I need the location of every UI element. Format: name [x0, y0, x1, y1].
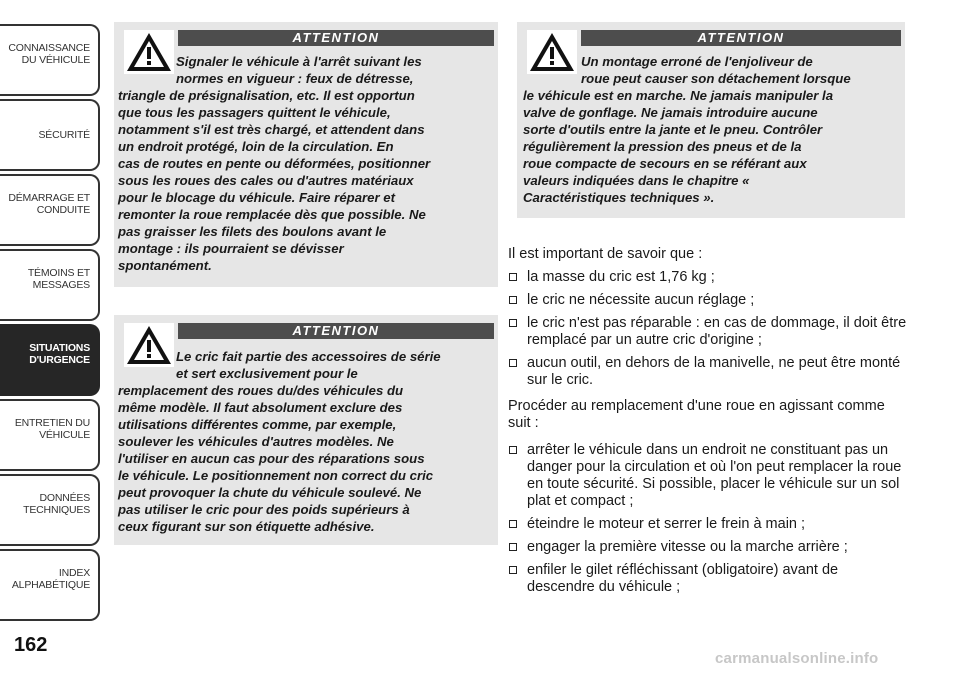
warning-line: spontanément.: [118, 258, 212, 273]
steps-list: [508, 442, 908, 596]
checkbox-bullet-icon: [509, 446, 517, 454]
warning-line: roue peut causer son détachement lorsque: [581, 71, 851, 86]
warning-line: utilisations différentes comme, par exemple,: [118, 417, 397, 432]
warning-line: remonter la roue remplacée dès que possible. Ne: [118, 207, 426, 222]
intro-text: Il est important de savoir que :: [508, 246, 703, 262]
tab-temoins-messages[interactable]: [0, 249, 100, 321]
tab-label: INDEX ALPHABÉTIQUE: [11, 567, 90, 591]
warning-line: Un montage erroné de l'enjoliveur de: [581, 54, 813, 69]
tab-label: CONNAISSANCE DU VÉHICULE: [8, 42, 90, 66]
warning-line: pas graisser les filets des boulons avant le: [118, 224, 387, 239]
tab-label: ENTRETIEN DU VÉHICULE: [14, 417, 90, 441]
procedure-intro: Procéder au remplacement d'une roue en agissant comme suit :: [508, 398, 885, 431]
tab-index-alphabetique[interactable]: [0, 549, 100, 621]
warning-line: même modèle. Il faut absolument exclure des: [118, 400, 403, 415]
tab-label: TÉMOINS ET MESSAGES: [27, 267, 90, 291]
warning-line: normes en vigueur : feux de détresse,: [176, 71, 414, 86]
warning-line: sorte d'outils entre la jante et le pneu. Contrôler: [523, 122, 823, 137]
tab-situations-urgence[interactable]: [0, 324, 100, 396]
warning-line: notamment s'il est très chargé, et attendent dans: [118, 122, 425, 137]
watermark: carmanualsonline.info: [715, 650, 879, 667]
list-item: enfiler le gilet réfléchissant (obligatoire) avant de descendre du véhicule ;: [508, 562, 908, 596]
warning-line: peut provoquer la chute du véhicule soulevé. Ne: [118, 485, 422, 500]
list-item: la masse du cric est 1,76 kg ;: [508, 269, 908, 286]
warning-box-cric: [114, 315, 498, 545]
tab-label: SÉCURITÉ: [38, 129, 90, 141]
list-item: arrêter le véhicule dans un endroit ne constituant pas un danger pour la circulation et où l'on peut remplacer la roue en toute sécurité. Si possible, placer le véhicule sur un sol plat et compact ;: [508, 442, 908, 510]
checkbox-bullet-icon: [509, 359, 517, 367]
warning-line: que tous les passagers quittent le véhicule,: [118, 105, 391, 120]
checkbox-bullet-icon: [509, 273, 517, 281]
checkbox-bullet-icon: [509, 296, 517, 304]
list-item: éteindre le moteur et serrer le frein à main ;: [508, 516, 908, 533]
checkbox-bullet-icon: [509, 319, 517, 327]
warning-line: soulever les véhicules d'autres modèles. Ne: [118, 434, 394, 449]
facts-list: [508, 269, 908, 389]
warning-line: le véhicule est en marche. Ne jamais manipuler la: [523, 88, 834, 103]
warning-line: le véhicule. Le positionnement non correct du cric: [118, 468, 434, 483]
warning-line: pas utiliser le cric pour des poids supérieurs à: [118, 502, 410, 517]
tab-label: DONNÉES TECHNIQUES: [23, 492, 90, 516]
list-item: le cric n'est pas réparable : en cas de dommage, il doit être remplacé par un autre cric d'origine ;: [508, 315, 908, 349]
warning-line: valve de gonflage. Ne jamais introduire aucune: [523, 105, 818, 120]
warning-line: l'utiliser en aucun cas pour des réparations sous: [118, 451, 425, 466]
warning-line: Signaler le véhicule à l'arrêt suivant les: [176, 54, 422, 69]
warning-line: Le cric fait partie des accessoires de série: [176, 349, 441, 364]
warning-line: et sert exclusivement pour le: [176, 366, 358, 381]
tab-entretien-vehicule[interactable]: [0, 399, 100, 471]
warning-line: roue compacte de secours en se référant aux: [523, 156, 807, 171]
tab-demarrage-conduite[interactable]: [0, 174, 100, 246]
warning-line: montage : ils pourraient se dévisser: [118, 241, 344, 256]
list-item: le cric ne nécessite aucun réglage ;: [508, 292, 908, 309]
warning-line: un endroit protégé, loin de la circulation. En: [118, 139, 394, 154]
warning-triangle-icon: [124, 30, 174, 74]
tab-connaissance-vehicule[interactable]: [0, 24, 100, 96]
checkbox-bullet-icon: [509, 543, 517, 551]
tab-label: DÉMARRAGE ET CONDUITE: [8, 192, 90, 216]
warning-line: régulièrement la pression des pneus et de la: [523, 139, 802, 154]
warning-line: cas de routes en pente ou déformées, positionner: [118, 156, 431, 171]
warning-box-enjoliveur: [517, 22, 905, 218]
checkbox-bullet-icon: [509, 566, 517, 574]
tab-securite[interactable]: [0, 99, 100, 171]
warning-title: ATTENTION: [178, 30, 494, 46]
warning-triangle-icon: [527, 30, 577, 74]
warning-line: ceux figurant sur son étiquette adhésive.: [118, 519, 375, 534]
tab-label: SITUATIONS D'URGENCE: [29, 342, 90, 366]
warning-title: ATTENTION: [581, 30, 901, 46]
warning-line: valeurs indiquées dans le chapitre «: [523, 173, 750, 188]
list-item: engager la première vitesse ou la marche arrière ;: [508, 539, 908, 556]
list-item: aucun outil, en dehors de la manivelle, ne peut être monté sur le cric.: [508, 355, 908, 389]
warning-line: Caractéristiques techniques ».: [523, 190, 715, 205]
tab-donnees-techniques[interactable]: [0, 474, 100, 546]
warning-line: pour le blocage du véhicule. Faire réparer et: [118, 190, 396, 205]
page-number: 162: [14, 634, 48, 656]
warning-line: sous les roues des cales ou d'autres matériaux: [118, 173, 414, 188]
warning-line: remplacement des roues du/des véhicules du: [118, 383, 404, 398]
warning-line: triangle de présignalisation, etc. Il est opportun: [118, 88, 415, 103]
warning-triangle-icon: [124, 323, 174, 367]
warning-title: ATTENTION: [178, 323, 494, 339]
warning-box-signalisation: [114, 22, 498, 287]
checkbox-bullet-icon: [509, 520, 517, 528]
